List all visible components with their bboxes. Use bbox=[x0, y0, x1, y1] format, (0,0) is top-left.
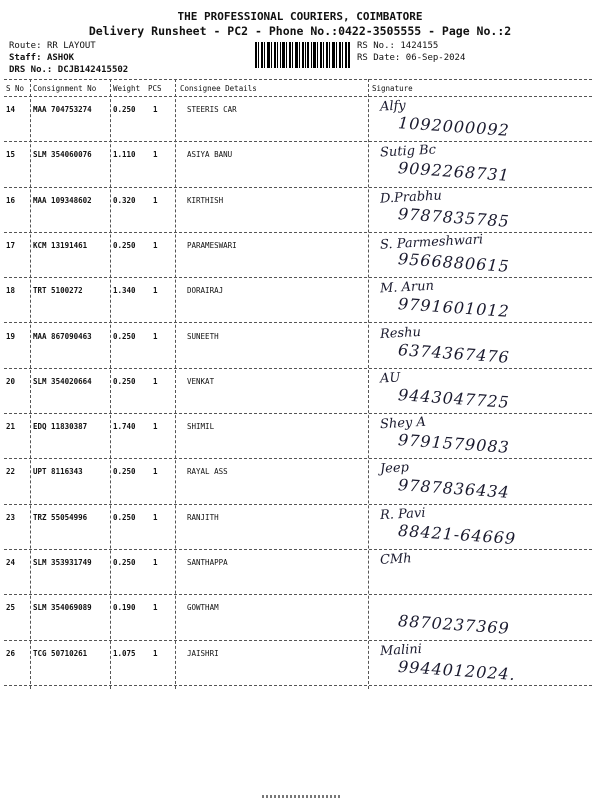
company-title: THE PROFESSIONAL COURIERS, COIMBATORE bbox=[177, 10, 423, 23]
row-sno: 20 bbox=[6, 376, 16, 386]
row-pcs: 1 bbox=[153, 558, 158, 567]
rs-date-value: 06-Sep-2024 bbox=[405, 53, 466, 63]
row-consignment-no: SLM 354020664 bbox=[33, 376, 92, 386]
row-separator bbox=[4, 685, 592, 686]
handwritten-phone: 9787836434 bbox=[397, 475, 511, 503]
staff-value: ASHOK bbox=[46, 53, 75, 63]
handwritten-phone: 9791579083 bbox=[397, 430, 511, 457]
rs-no-value: 1424155 bbox=[400, 41, 439, 51]
row-consignee: RAYAL ASS bbox=[187, 467, 228, 477]
table-row bbox=[0, 641, 600, 686]
row-consignment-no: SLM 353931749 bbox=[33, 558, 92, 567]
row-weight: 1.340 bbox=[113, 286, 136, 296]
row-sno: 14 bbox=[6, 105, 16, 114]
row-weight: 1.075 bbox=[113, 648, 136, 658]
staff-line bbox=[9, 53, 74, 63]
row-consignee: SANTHAPPA bbox=[187, 558, 228, 567]
table-row bbox=[0, 188, 600, 233]
row-sno: 21 bbox=[6, 422, 16, 432]
row-consignment-no: MAA 109348602 bbox=[33, 195, 92, 205]
handwritten-phone: 6374367476 bbox=[397, 339, 511, 367]
row-consignment-no: SLM 354069089 bbox=[33, 603, 92, 613]
table-row bbox=[0, 142, 600, 187]
handwritten-phone: 9566880615 bbox=[397, 249, 511, 276]
row-consignment-no: MAA 704753274 bbox=[33, 105, 92, 114]
row-sno: 17 bbox=[6, 240, 16, 250]
rs-no-label: RS No.: bbox=[357, 41, 395, 51]
table-row bbox=[0, 459, 600, 504]
row-consignee: DORAIRAJ bbox=[187, 286, 224, 296]
row-sno: 26 bbox=[6, 648, 16, 658]
row-pcs: 1 bbox=[153, 512, 158, 522]
row-weight: 1.110 bbox=[113, 150, 136, 160]
handwritten-signature: AU bbox=[379, 370, 401, 387]
handwritten-signature: Malini bbox=[379, 641, 423, 659]
handwritten-signature: CMh bbox=[379, 551, 413, 568]
row-consignee: STEERIS CAR bbox=[187, 105, 237, 114]
drs-line bbox=[9, 65, 128, 75]
route-line bbox=[9, 41, 96, 51]
rs-no-line bbox=[357, 41, 438, 51]
drs-value: DCJB142415502 bbox=[57, 65, 129, 75]
handwritten-signature: R. Pavi bbox=[379, 505, 426, 523]
row-consignment-no: KCM 13191461 bbox=[33, 240, 88, 250]
row-consignee: SUNEETH bbox=[187, 331, 219, 341]
row-consignee: ASIYA BANU bbox=[187, 150, 233, 160]
row-pcs: 1 bbox=[153, 376, 158, 386]
row-consignee: KIRTHISH bbox=[187, 195, 224, 205]
row-consignment-no: TCG 50710261 bbox=[33, 648, 88, 658]
row-pcs: 1 bbox=[153, 240, 158, 250]
row-consignment-no: SLM 354060076 bbox=[33, 150, 92, 160]
row-consignment-no: EDQ 11830387 bbox=[33, 422, 88, 432]
row-sno: 23 bbox=[6, 512, 16, 522]
row-pcs: 1 bbox=[153, 648, 158, 658]
header-top-rule bbox=[4, 79, 592, 80]
row-weight: 0.250 bbox=[113, 376, 136, 386]
row-sno: 18 bbox=[6, 286, 16, 296]
row-weight: 0.250 bbox=[113, 331, 136, 341]
row-consignment-no: TRT 5100272 bbox=[33, 286, 83, 296]
footer-mark bbox=[262, 795, 342, 798]
table-row bbox=[0, 97, 600, 142]
col-header-sno: S No bbox=[6, 84, 25, 93]
handwritten-signature: Jeep bbox=[379, 460, 410, 478]
handwritten-phone: 88421-64669 bbox=[397, 520, 517, 548]
row-weight: 0.250 bbox=[113, 467, 136, 477]
row-weight: 0.320 bbox=[113, 195, 136, 205]
row-pcs: 1 bbox=[153, 603, 158, 613]
row-pcs: 1 bbox=[153, 195, 158, 205]
row-sno: 16 bbox=[6, 195, 16, 205]
handwritten-signature: Reshu bbox=[379, 324, 422, 342]
row-weight: 1.740 bbox=[113, 422, 136, 432]
runsheet-title: Delivery Runsheet - PC2 - Phone No.:0422-3505555 - Page No.:2 bbox=[88, 24, 512, 38]
handwritten-signature: Shey A bbox=[379, 414, 427, 433]
rs-date-line bbox=[357, 53, 465, 63]
route-label: Route: bbox=[9, 41, 42, 51]
handwritten-phone: 9791601012 bbox=[397, 294, 511, 322]
row-consignment-no: MAA 867090463 bbox=[33, 331, 92, 341]
table-row bbox=[0, 550, 600, 595]
handwritten-signature: Sutig Bc bbox=[379, 142, 437, 161]
handwritten-signature: M. Arun bbox=[379, 278, 435, 297]
table-row bbox=[0, 233, 600, 278]
row-pcs: 1 bbox=[153, 422, 158, 432]
row-consignee: RANJITH bbox=[187, 512, 219, 522]
table-row bbox=[0, 595, 600, 640]
row-weight: 0.250 bbox=[113, 240, 136, 250]
table-row bbox=[0, 414, 600, 459]
row-pcs: 1 bbox=[153, 105, 158, 114]
barcode-image bbox=[255, 42, 350, 68]
handwritten-signature: Alfy bbox=[379, 98, 407, 115]
row-consignee: JAISHRI bbox=[187, 648, 219, 658]
handwritten-signature: S. Parmeshwari bbox=[379, 232, 484, 253]
row-consignment-no: TRZ 55054996 bbox=[33, 512, 88, 522]
handwritten-phone: 9443047725 bbox=[397, 384, 511, 412]
handwritten-phone: 8870237369 bbox=[397, 611, 511, 639]
col-header-weight: Weight bbox=[113, 84, 141, 93]
row-weight: 0.250 bbox=[113, 558, 136, 567]
row-pcs: 1 bbox=[153, 286, 158, 296]
row-consignee: SHIMIL bbox=[187, 422, 215, 432]
drs-label: DRS No.: bbox=[9, 65, 53, 75]
col-header-consignee: Consignee Details bbox=[180, 84, 257, 93]
row-sno: 22 bbox=[6, 467, 16, 477]
table-row bbox=[0, 369, 600, 414]
col-header-pcs: PCS bbox=[148, 84, 162, 93]
row-sno: 24 bbox=[6, 558, 16, 567]
handwritten-phone: 1092000092 bbox=[397, 113, 511, 140]
row-consignee: VENKAT bbox=[187, 376, 215, 386]
route-value: RR LAYOUT bbox=[46, 41, 96, 51]
col-header-consignment: Consignment No bbox=[33, 84, 97, 93]
handwritten-phone: 9944012024. bbox=[397, 656, 517, 684]
row-pcs: 1 bbox=[153, 331, 158, 341]
row-sno: 19 bbox=[6, 331, 16, 341]
table-row bbox=[0, 505, 600, 550]
row-consignment-no: UPT 8116343 bbox=[33, 467, 83, 477]
col-header-signature: Signature bbox=[372, 84, 413, 93]
row-pcs: 1 bbox=[153, 467, 158, 477]
row-consignee: PARAMESWARI bbox=[187, 240, 237, 250]
handwritten-phone: 9092268731 bbox=[397, 158, 511, 186]
row-consignee: GOWTHAM bbox=[187, 603, 219, 613]
handwritten-phone: 9787835785 bbox=[397, 203, 511, 231]
row-weight: 0.190 bbox=[113, 603, 136, 613]
handwritten-signature: D.Prabhu bbox=[379, 187, 443, 207]
row-sno: 25 bbox=[6, 603, 16, 613]
row-weight: 0.250 bbox=[113, 105, 136, 114]
table-row bbox=[0, 324, 600, 369]
table-row bbox=[0, 278, 600, 323]
row-weight: 0.250 bbox=[113, 512, 136, 522]
row-pcs: 1 bbox=[153, 150, 158, 160]
staff-label: Staff: bbox=[9, 53, 42, 63]
row-sno: 15 bbox=[6, 150, 16, 160]
rs-date-label: RS Date: bbox=[357, 53, 401, 63]
